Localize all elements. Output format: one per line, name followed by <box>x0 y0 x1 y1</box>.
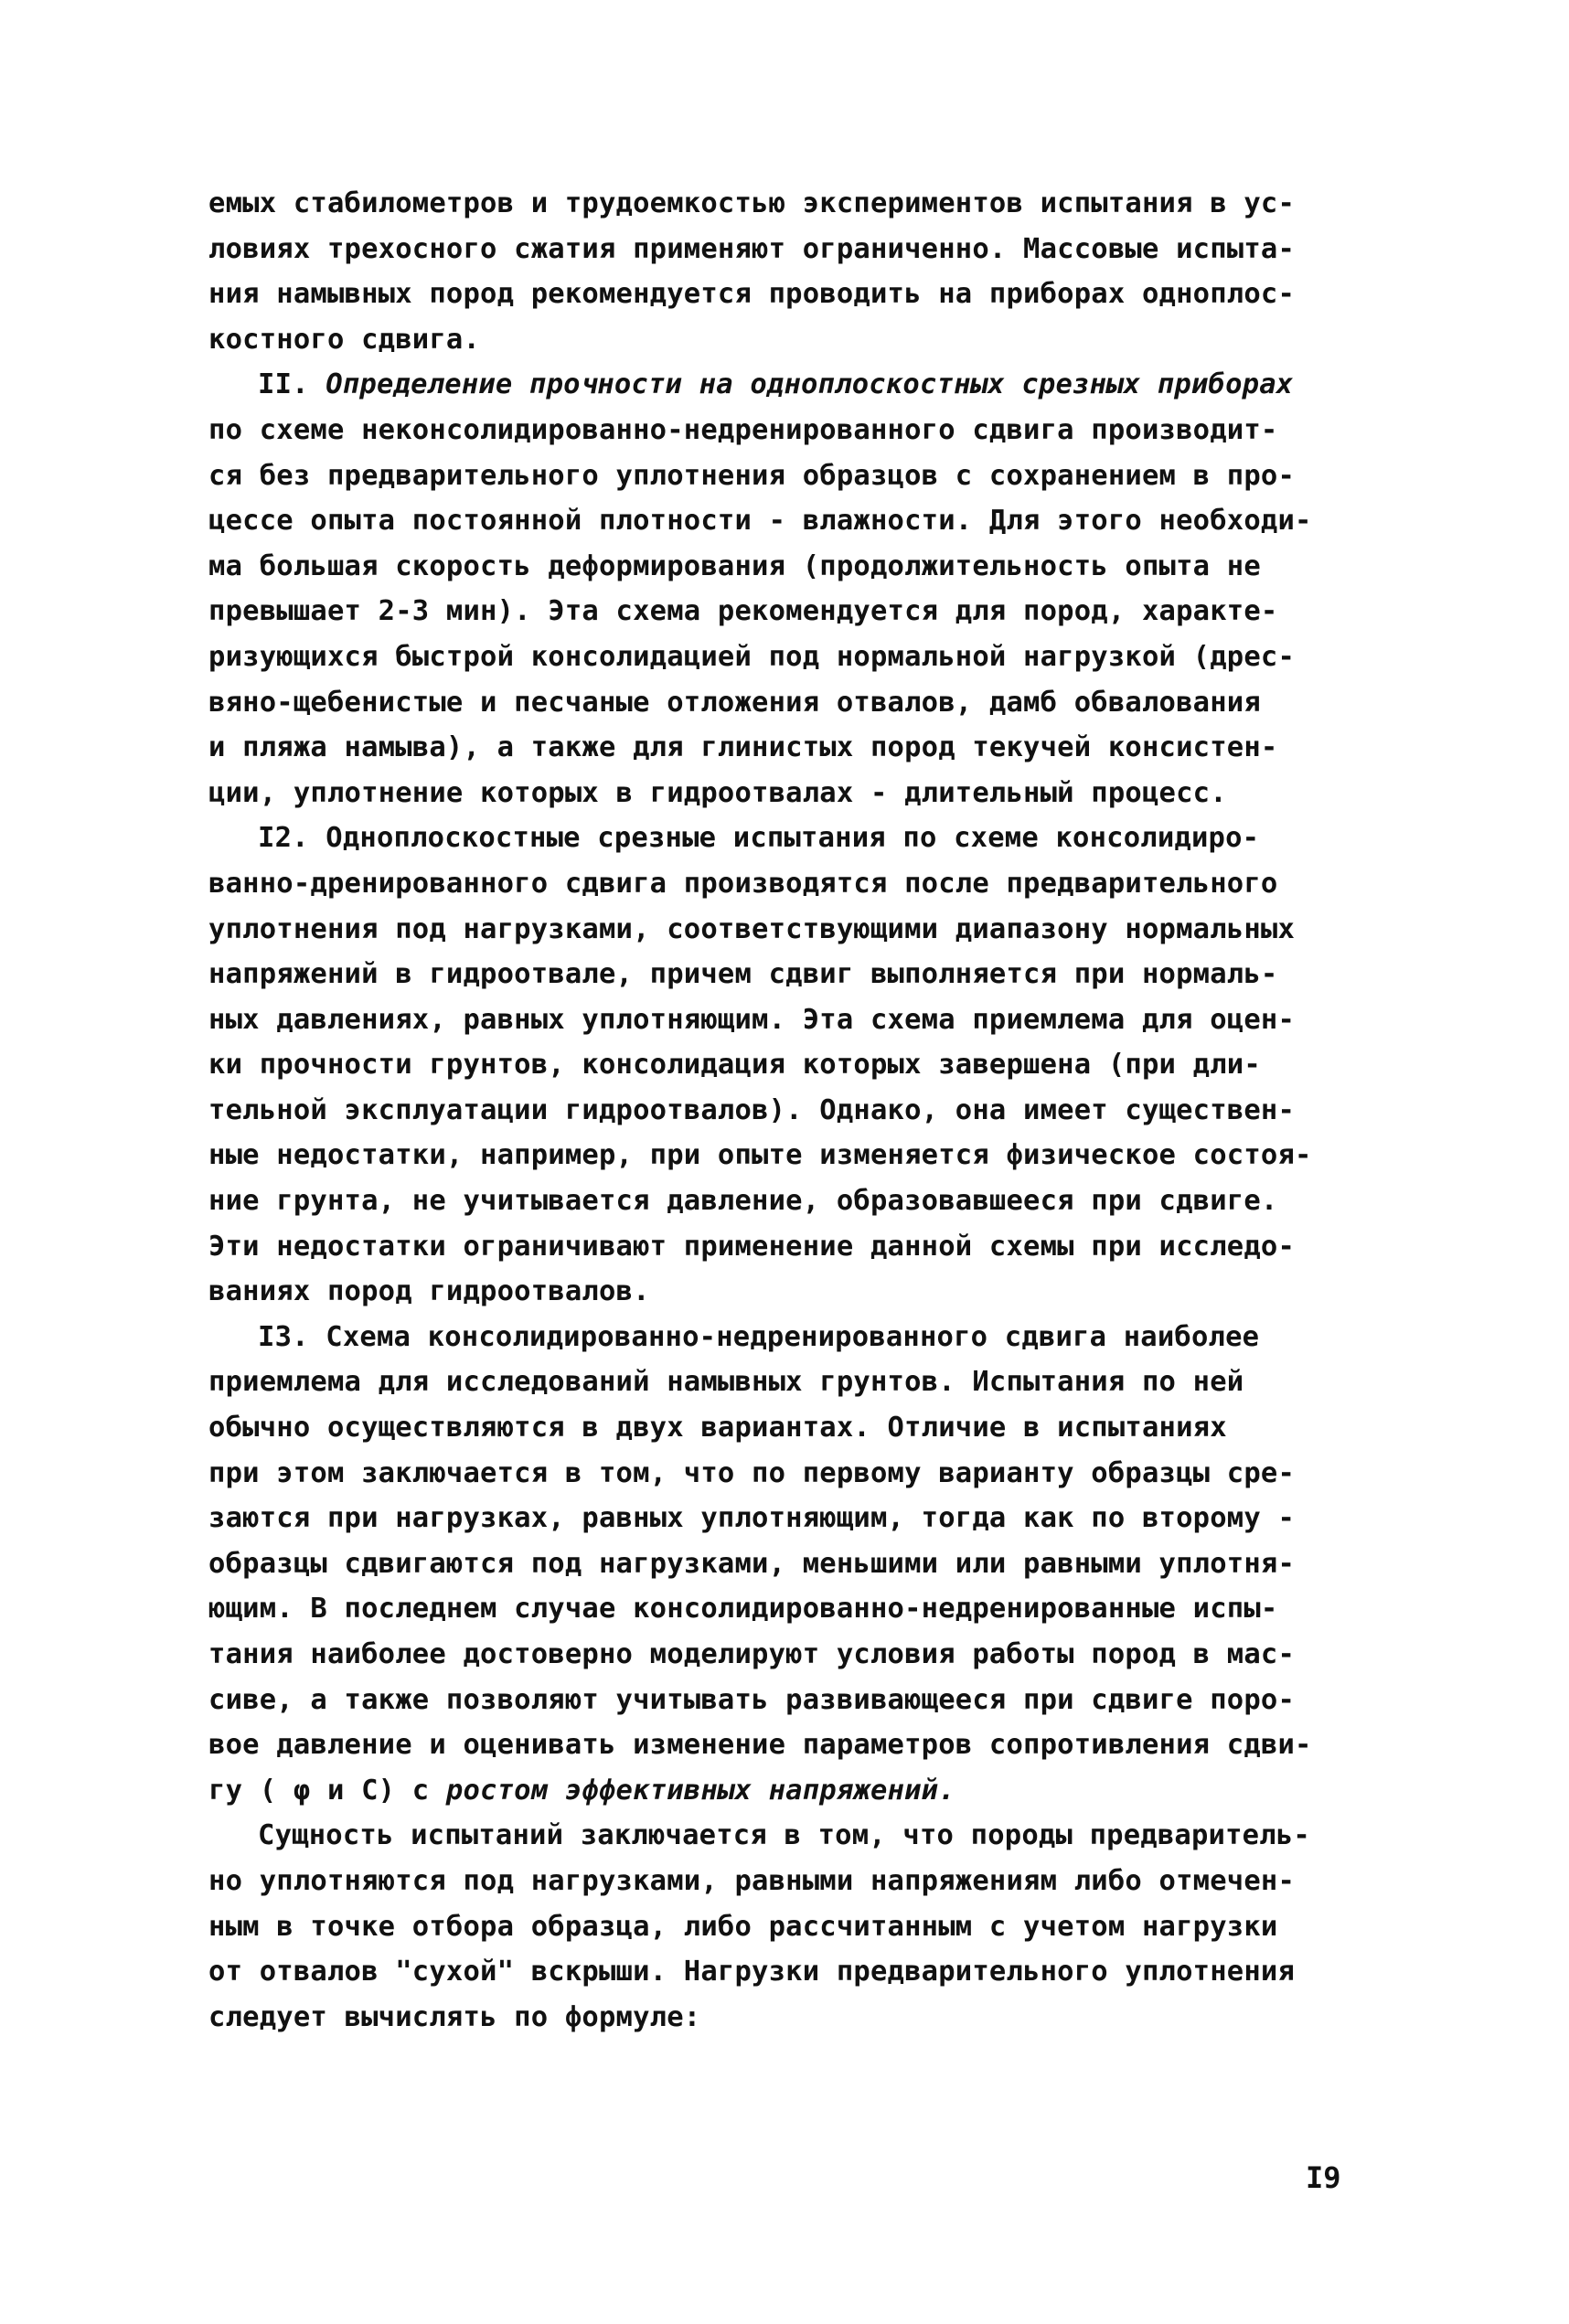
paragraph-11 <box>208 362 1397 816</box>
body-text <box>208 181 1397 2040</box>
text-line: Эти недостатки ограничивают применение данной схемы при исследо- <box>208 1230 1296 1263</box>
text-line: напряжений в гидроотвале, причем сдвиг выполняется при нормаль- <box>208 958 1278 991</box>
section-number: II. <box>258 368 326 401</box>
text-line: при этом заключается в том, что по первому варианту образцы сре- <box>208 1456 1296 1489</box>
text-line: от отвалов "сухой" вскрыши. Нагрузки предварительного уплотнения <box>208 1956 1296 1988</box>
text-line: I2. Одноплоскостные срезные испытания по схеме консолидиро- <box>258 822 1260 855</box>
text-line: ным в точке отбора образца, либо рассчитанным с учетом нагрузки <box>208 1910 1278 1943</box>
text-line: ся без предварительного уплотнения образцов с сохранением в про- <box>208 459 1296 492</box>
text-line: ваниях пород гидроотвалов. <box>208 1275 650 1308</box>
text-line: ции, уплотнение которых в гидроотвалах - длительный процесс. <box>208 776 1227 809</box>
text-line: заются при нагрузках, равных уплотняющим, тогда как по второму - <box>208 1502 1296 1535</box>
text-line: обычно осуществляются в двух вариантах. Отличие в испытаниях <box>208 1412 1227 1445</box>
page-number: I9 <box>1306 2160 1341 2195</box>
text-line: тания наиболее достоверно моделируют условия работы пород в мас- <box>208 1638 1296 1670</box>
text-line: ющим. В последнем случае консолидированно-недренированные испы- <box>208 1593 1278 1626</box>
text-line: приемлема для исследований намывных грунтов. Испытания по ней <box>208 1366 1244 1399</box>
text-line: ние грунта, не учитывается давление, образовавшееся при сдвиге. <box>208 1185 1278 1218</box>
text-line: образцы сдвигаются под нагрузками, меньшими или равными уплотня- <box>208 1547 1296 1580</box>
text-line: цессе опыта постоянной плотности - влажности. Для этого необходи- <box>208 505 1312 538</box>
text-line: по схеме неконсолидированно-недренированного сдвига производит- <box>208 413 1278 446</box>
italic-phrase: ростом эффективных напряжений. <box>445 1774 955 1807</box>
text-line: вяно-щебенистые и песчаные отложения отвалов, дамб обвалования <box>208 686 1261 719</box>
text-line: ванно-дренированного сдвига производятся после предварительного <box>208 867 1278 900</box>
text-line: ные недостатки, например, при опыте изменяется физическое состоя- <box>208 1139 1312 1172</box>
text-line <box>208 1768 1397 1814</box>
text-line: превышает 2-3 мин). Эта схема рекомендуется для пород, характе- <box>208 595 1278 628</box>
text-line: сиве, а также позволяют учитывать развивающееся при сдвиге поро- <box>208 1683 1296 1716</box>
text-line: емых стабилометров и трудоемкостью экспериментов испытания в ус- <box>208 187 1296 219</box>
text-line: вое давление и оценивать изменение параметров сопротивления сдви- <box>208 1729 1312 1762</box>
text-line: уплотнения под нагрузками, соответствующими диапазону нормальных <box>208 912 1296 945</box>
text-line: следует вычислять по формуле: <box>208 2000 701 2033</box>
text-line: но уплотняются под нагрузками, равными напряжениям либо отмечен- <box>208 1864 1296 1897</box>
text-line: I3. Схема консолидированно-недренированного сдвига наиболее <box>258 1320 1260 1353</box>
paragraph-intro <box>208 181 1397 362</box>
paragraph-13 <box>208 1315 1397 1814</box>
text-line: ма большая скорость деформирования (продолжительность опыта не <box>208 549 1261 582</box>
text-line: ловиях трехосного сжатия применяют ограниченно. Массовые испыта- <box>208 232 1296 265</box>
text-line <box>208 362 1397 408</box>
text-line: и пляжа намыва), а также для глинистых пород текучей консистен- <box>208 731 1278 764</box>
text-line: костного сдвига. <box>208 323 481 356</box>
text-line: ки прочности грунтов, консолидация которых завершена (при дли- <box>208 1049 1261 1082</box>
text-line: ризующихся быстрой консолидацией под нормальной нагрузкой (дрес- <box>208 640 1296 673</box>
text-line: ных давлениях, равных уплотняющим. Эта схема приемлема для оцен- <box>208 1003 1296 1036</box>
section-heading: Определение прочности на одноплоскостных срезных приборах <box>326 368 1294 401</box>
paragraph-essence <box>208 1813 1397 2040</box>
text-line: ния намывных пород рекомендуется проводить на приборах одноплос- <box>208 278 1296 311</box>
paragraph-12 <box>208 816 1397 1315</box>
text-line: Сущность испытаний заключается в том, что породы предваритель- <box>258 1819 1310 1852</box>
formula-fragment: гу ( φ и C) с <box>208 1774 446 1807</box>
text-line: тельной эксплуатации гидроотвалов). Однако, она имеет существен- <box>208 1093 1296 1126</box>
